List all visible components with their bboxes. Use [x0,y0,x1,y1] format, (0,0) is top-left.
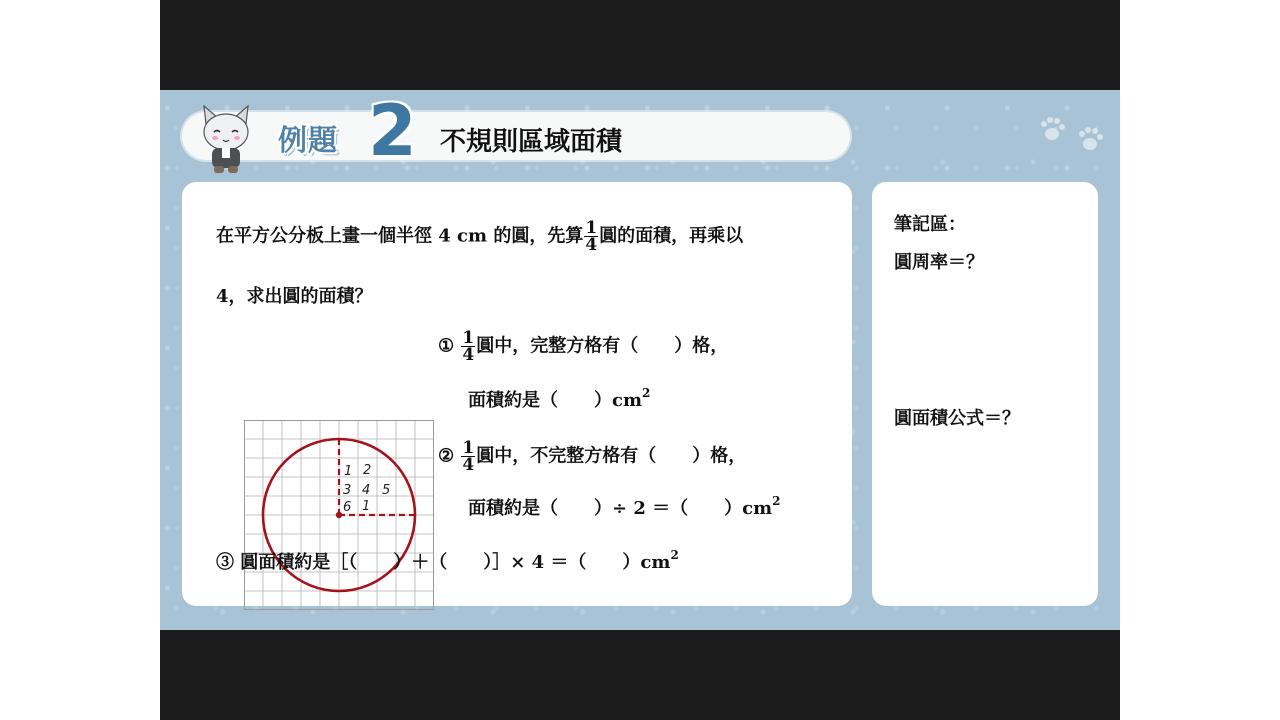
fraction-denominator: 4 [462,455,475,475]
unit-exponent: 2 [670,548,679,562]
item-2-line-2 [468,494,781,520]
item-1-line-2 [468,386,650,412]
right-pillarbox [1120,0,1280,720]
item-3-text: 圓面積約是［（ ）＋（ ）］× 4 ＝（ ）cm [240,552,671,573]
item-2-line-1 [438,440,746,473]
fraction-numerator: 1 [585,218,598,238]
example-number: 2 [368,90,417,172]
question-text-a: 在平方公分板上畫一個半徑 4 cm 的圓，先算 [216,225,584,247]
grid-label: 3 [343,483,352,498]
square-cm-grid [244,420,434,610]
unit-exponent: 2 [772,494,781,508]
example-label: 例題 [278,123,339,157]
grid-label: 1 [344,464,353,479]
video-letterbox-top [160,0,1120,90]
grid-label: 2 [363,463,372,478]
page-title: 不規則區域面積 [440,127,623,157]
question-line-1 [216,220,743,253]
question-text-b: 圓的面積，再乘以 [599,225,744,247]
cat-mascot-icon [196,102,256,176]
fraction-quarter [584,220,598,253]
grid-label: 4 [362,483,371,498]
unit-exponent: 2 [642,386,651,400]
item-2-marker: ② [438,445,455,467]
notes-formula: 圓面積公式＝？ [894,408,1020,429]
left-pillarbox [0,0,160,720]
item-2-text: 圓中，不完整方格有（ ）格， [476,445,747,467]
item-1-area-text: 面積約是（ ）cm [468,390,643,411]
grid-label: 6 [343,500,352,515]
item-2-area-text: 面積約是（ ）÷ 2 ＝（ ）cm [468,498,773,519]
item-3-line [216,548,679,574]
item-1-marker: ① [438,335,455,357]
item-1-text: 圓中，完整方格有（ ）格， [476,335,729,357]
fraction-denominator: 4 [462,345,475,365]
grid-label: 5 [382,483,391,498]
fraction-quarter [461,440,475,473]
fraction-numerator: 1 [462,438,475,458]
notes-card [872,182,1098,606]
problem-card [182,182,852,606]
notes-pi: 圓周率＝？ [894,252,984,273]
paw-prints-icon [1022,108,1112,158]
video-letterbox-bottom [160,630,1120,720]
question-line-2: 4，求出圓的面積？ [216,286,373,307]
fraction-numerator: 1 [462,328,475,348]
grid-label: 1 [362,499,371,514]
notes-title: 筆記區： [894,214,966,235]
item-3-marker: ③ [216,552,234,573]
circle-center [336,512,342,518]
fraction-quarter [461,330,475,363]
fraction-denominator: 4 [585,235,598,255]
item-1-line-1 [438,330,728,363]
slide [160,90,1120,630]
